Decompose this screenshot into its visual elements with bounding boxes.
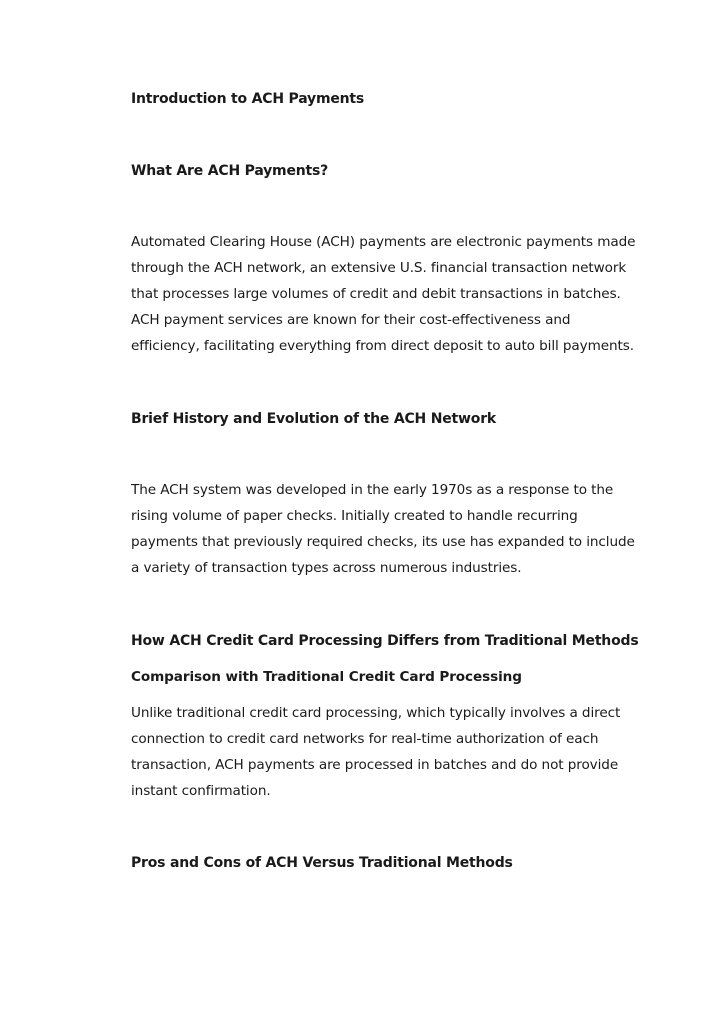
text-line: Unlike traditional credit card processing, which typically involves a direct — [131, 705, 621, 721]
text-line: through the ACH network, an extensive U.S. financial transaction network — [131, 260, 627, 276]
subheading-comparison: Comparison with Traditional Credit Card Processing — [131, 669, 522, 685]
heading-introduction: Introduction to ACH Payments — [131, 91, 365, 107]
heading-what-are-ach: What Are ACH Payments? — [131, 163, 329, 179]
text-line: The ACH system was developed in the early 1970s as a response to the — [131, 482, 614, 498]
text-line: instant confirmation. — [131, 783, 271, 799]
text-line: a variety of transaction types across numerous industries. — [131, 560, 522, 576]
heading-history: Brief History and Evolution of the ACH Network — [131, 411, 497, 427]
text-line: transaction, ACH payments are processed in batches and do not provide — [131, 757, 619, 773]
text-line: Automated Clearing House (ACH) payments are electronic payments made — [131, 234, 636, 250]
paragraph-history — [131, 477, 641, 581]
text-line: efficiency, facilitating everything from direct deposit to auto bill payments. — [131, 338, 634, 354]
text-line: ACH payment services are known for their cost-effectiveness and — [131, 312, 571, 328]
heading-differs: How ACH Credit Card Processing Differs from Traditional Methods — [131, 633, 639, 649]
text-line: connection to credit card networks for real-time authorization of each — [131, 731, 599, 747]
text-line: that processes large volumes of credit and debit transactions in batches. — [131, 286, 621, 302]
text-line: rising volume of paper checks. Initially created to handle recurring — [131, 508, 578, 524]
paragraph-comparison — [131, 700, 641, 804]
heading-pros-cons: Pros and Cons of ACH Versus Traditional Methods — [131, 855, 513, 871]
paragraph-what-are-ach — [131, 229, 641, 359]
text-line: payments that previously required checks, its use has expanded to include — [131, 534, 635, 550]
